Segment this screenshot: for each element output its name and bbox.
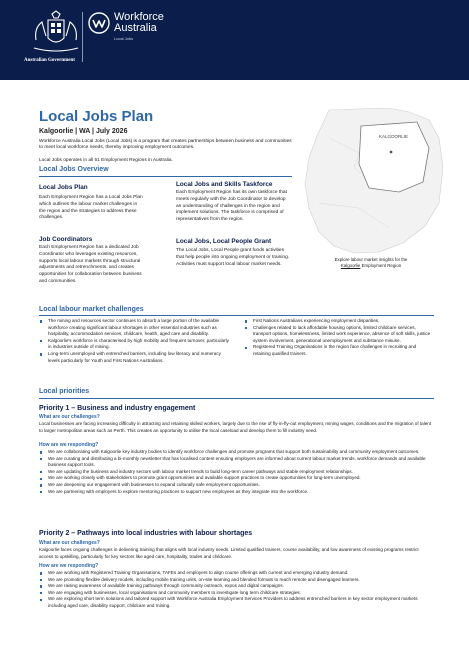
- kalgoorlie-link[interactable]: Kalgoorlie: [340, 263, 361, 268]
- card-taskforce-title: Local Jobs and Skills Taskforce: [176, 181, 273, 188]
- card-taskforce-text: Each Employment Region has its own taskforce that meets regularly with the Job Coordinator to develop an understanding of challenges in the region and implement solutions. The taskforce is comprised of representatives from the region.: [176, 190, 287, 223]
- challenges-rule: [39, 315, 434, 316]
- intro-paragraph: Workforce Australia Local Jobs (Local Jobs) is a program that creates partnerships between business and communities to meet local workforce needs, thereby improving employment outcomes.: [39, 139, 292, 151]
- priority-2-responding-label: How are we responding?: [39, 563, 99, 569]
- card-job-coordinators-title: Job Coordinators: [39, 236, 93, 243]
- workforce-australia-logo-icon: [88, 12, 110, 34]
- card-grant-text: The Local Jobs, Local People grant funds activities that help people into ongoing employment or training. Activities must support local labour market needs.: [176, 248, 290, 267]
- intro-note: Local Jobs operates in all 51 Employment Regions in Australia.: [39, 158, 173, 163]
- list-item: Registered Training Organisations in the region face challenges in recruiting and retaining qualified trainers.: [244, 344, 434, 357]
- list-item: We are exploring short term solutions and tailored support with Workforce Australia Employment Services Providers to address entrenched barriers in key sector employment markets including aged care, disability support, childcare and mining.: [39, 596, 434, 609]
- list-item: We are raising awareness of available training pathways through community outreach, expos and digital campaigns.: [39, 583, 434, 590]
- map-region-label: KALGOORLIE: [379, 134, 409, 139]
- card-local-jobs-plan-text: Each Employment Region has a Local Jobs Plan which outlines the labour market challenges in the region and the strategies to address these challenges.: [39, 195, 143, 221]
- list-item: We are deepening our engagement with businesses to expand culturally safe employment opportunities.: [39, 482, 434, 489]
- priority-1-title: Priority 1 – Business and industry engagement: [39, 405, 196, 412]
- overview-rule: [39, 176, 292, 177]
- priority-1-challenges-label: What are our challenges?: [39, 414, 100, 420]
- employment-region-map: [299, 108, 443, 254]
- brand-title-line1: Workforce: [114, 11, 164, 23]
- list-item: Long-term unemployed with entrenched barriers, including low literacy and numeracy levels particularly for Youth and First Nations Australians.: [39, 351, 229, 364]
- priority-2-actions: [39, 570, 434, 610]
- list-item: Challenges related to lack affordable housing options, limited childcare services, transport options, homelessness, limited work experience, absence of soft skills, justice system involvement, generational unemployment and substance misuse.: [244, 325, 434, 345]
- challenges-list-right: [244, 318, 434, 358]
- priority-1-challenges-text: Local businesses are facing increasing difficulty in attracting and retaining skilled workers, largely due to the rise of fly-in-fly-out employment, mining wages, conditions and the migration of talent to larger metropolitan areas such as Perth. This creates an opportunity to utilise the local caseload and develop them to fill industry need.: [39, 421, 432, 433]
- map-city-marker: [390, 151, 393, 154]
- list-item: We are partnering with employers to explore mentoring practices to support new employees as they integrate into the workforce.: [39, 489, 434, 496]
- list-item: The mining and resources sector continues to absorb a large portion of the available workforce creating significant labour shortages in other essential industries such as hospitality, accommodation services, childcare, health, aged care and disability.: [39, 318, 229, 338]
- brand-title-line2: Australia: [114, 22, 157, 34]
- kalgoorlie-region: [359, 122, 429, 192]
- list-item: Kalgoorlie's workforce is characterised by high mobility and frequent turnover, particularly in industries outside of mining.: [39, 338, 229, 351]
- list-item: First Nations Australians experiencing employment disparities.: [244, 318, 434, 325]
- list-item: We are working with Registered Training Organisations, TAFEs and employers to align course offerings with current and emerging industry demand.: [39, 570, 434, 577]
- page-title: Local Jobs Plan: [39, 108, 154, 125]
- card-local-jobs-plan-title: Local Jobs Plan: [39, 184, 88, 191]
- challenges-list-left: [39, 318, 229, 364]
- card-grant-title: Local Jobs, Local People Grant: [176, 238, 272, 245]
- list-item: We are collaborating with Kalgoorlie key industry bodies to identify workforce challenges and promote programs that support both sustainability and community employment outcomes.: [39, 449, 434, 456]
- list-item: We are engaging with businesses, local organisations and community members to investigate long term childcare strategies.: [39, 590, 434, 597]
- priority-1-responding-label: How are we responding?: [39, 442, 99, 448]
- list-item: We are curating and distributing a bi-monthly newsletter that has localised content ensuring employers are informed about current labour market trends, workforce demands and available business support tools.: [39, 456, 434, 469]
- priorities-rule: [39, 398, 434, 399]
- coat-of-arms-icon: [26, 10, 86, 56]
- brand-title: [114, 12, 164, 34]
- list-item: We are working closely with stakeholders to promote grant opportunities and available support practices to create opportunities for long-term unemployed.: [39, 475, 434, 482]
- map-caption: [299, 257, 443, 269]
- list-item: We are updating the business and industry sectors with labour market trends to build long-term career pathways and stable employment relationships.: [39, 469, 434, 476]
- overview-heading: Local Jobs Overview: [39, 166, 109, 173]
- priority-2-title: Priority 2 – Pathways into local industries with labour shortages: [39, 530, 253, 537]
- map-caption-line2: Employment Region: [360, 263, 402, 268]
- challenges-heading: Local labour market challenges: [39, 306, 144, 313]
- map-caption-line1: Explore labour market insights for the: [334, 257, 408, 262]
- government-label: Australian Government: [24, 58, 75, 63]
- brand-subtitle: Local Jobs: [114, 36, 134, 41]
- priority-2-challenges-text: Kalgoorlie faces ongoing challenges in delivering training that aligns with local industry needs. Limited qualified trainers, course availability, and low awareness of existing programs restrict access to upskilling, particularly for key sectors like aged care, hospitality, trades and childcare.: [39, 547, 419, 559]
- page-subtitle: Kalgoorlie | WA | July 2026: [39, 128, 128, 135]
- header-banner: [0, 0, 469, 80]
- list-item: We are promoting flexible delivery models, including mobile training units, on-site learning and blended formats to reach remote and disengaged learners.: [39, 577, 434, 584]
- card-job-coordinators-text: Each Employment Region has a dedicated Job Coordinator who leverages existing resources, supports local labour markets through structural adjustments and retrenchments, and creates opportunities for collaboration between business and communities.: [39, 245, 142, 284]
- priority-2-challenges-label: What are our challenges?: [39, 540, 100, 546]
- header-divider: [82, 12, 83, 62]
- priorities-heading: Local priorities: [39, 388, 90, 395]
- priority-1-actions: [39, 449, 434, 495]
